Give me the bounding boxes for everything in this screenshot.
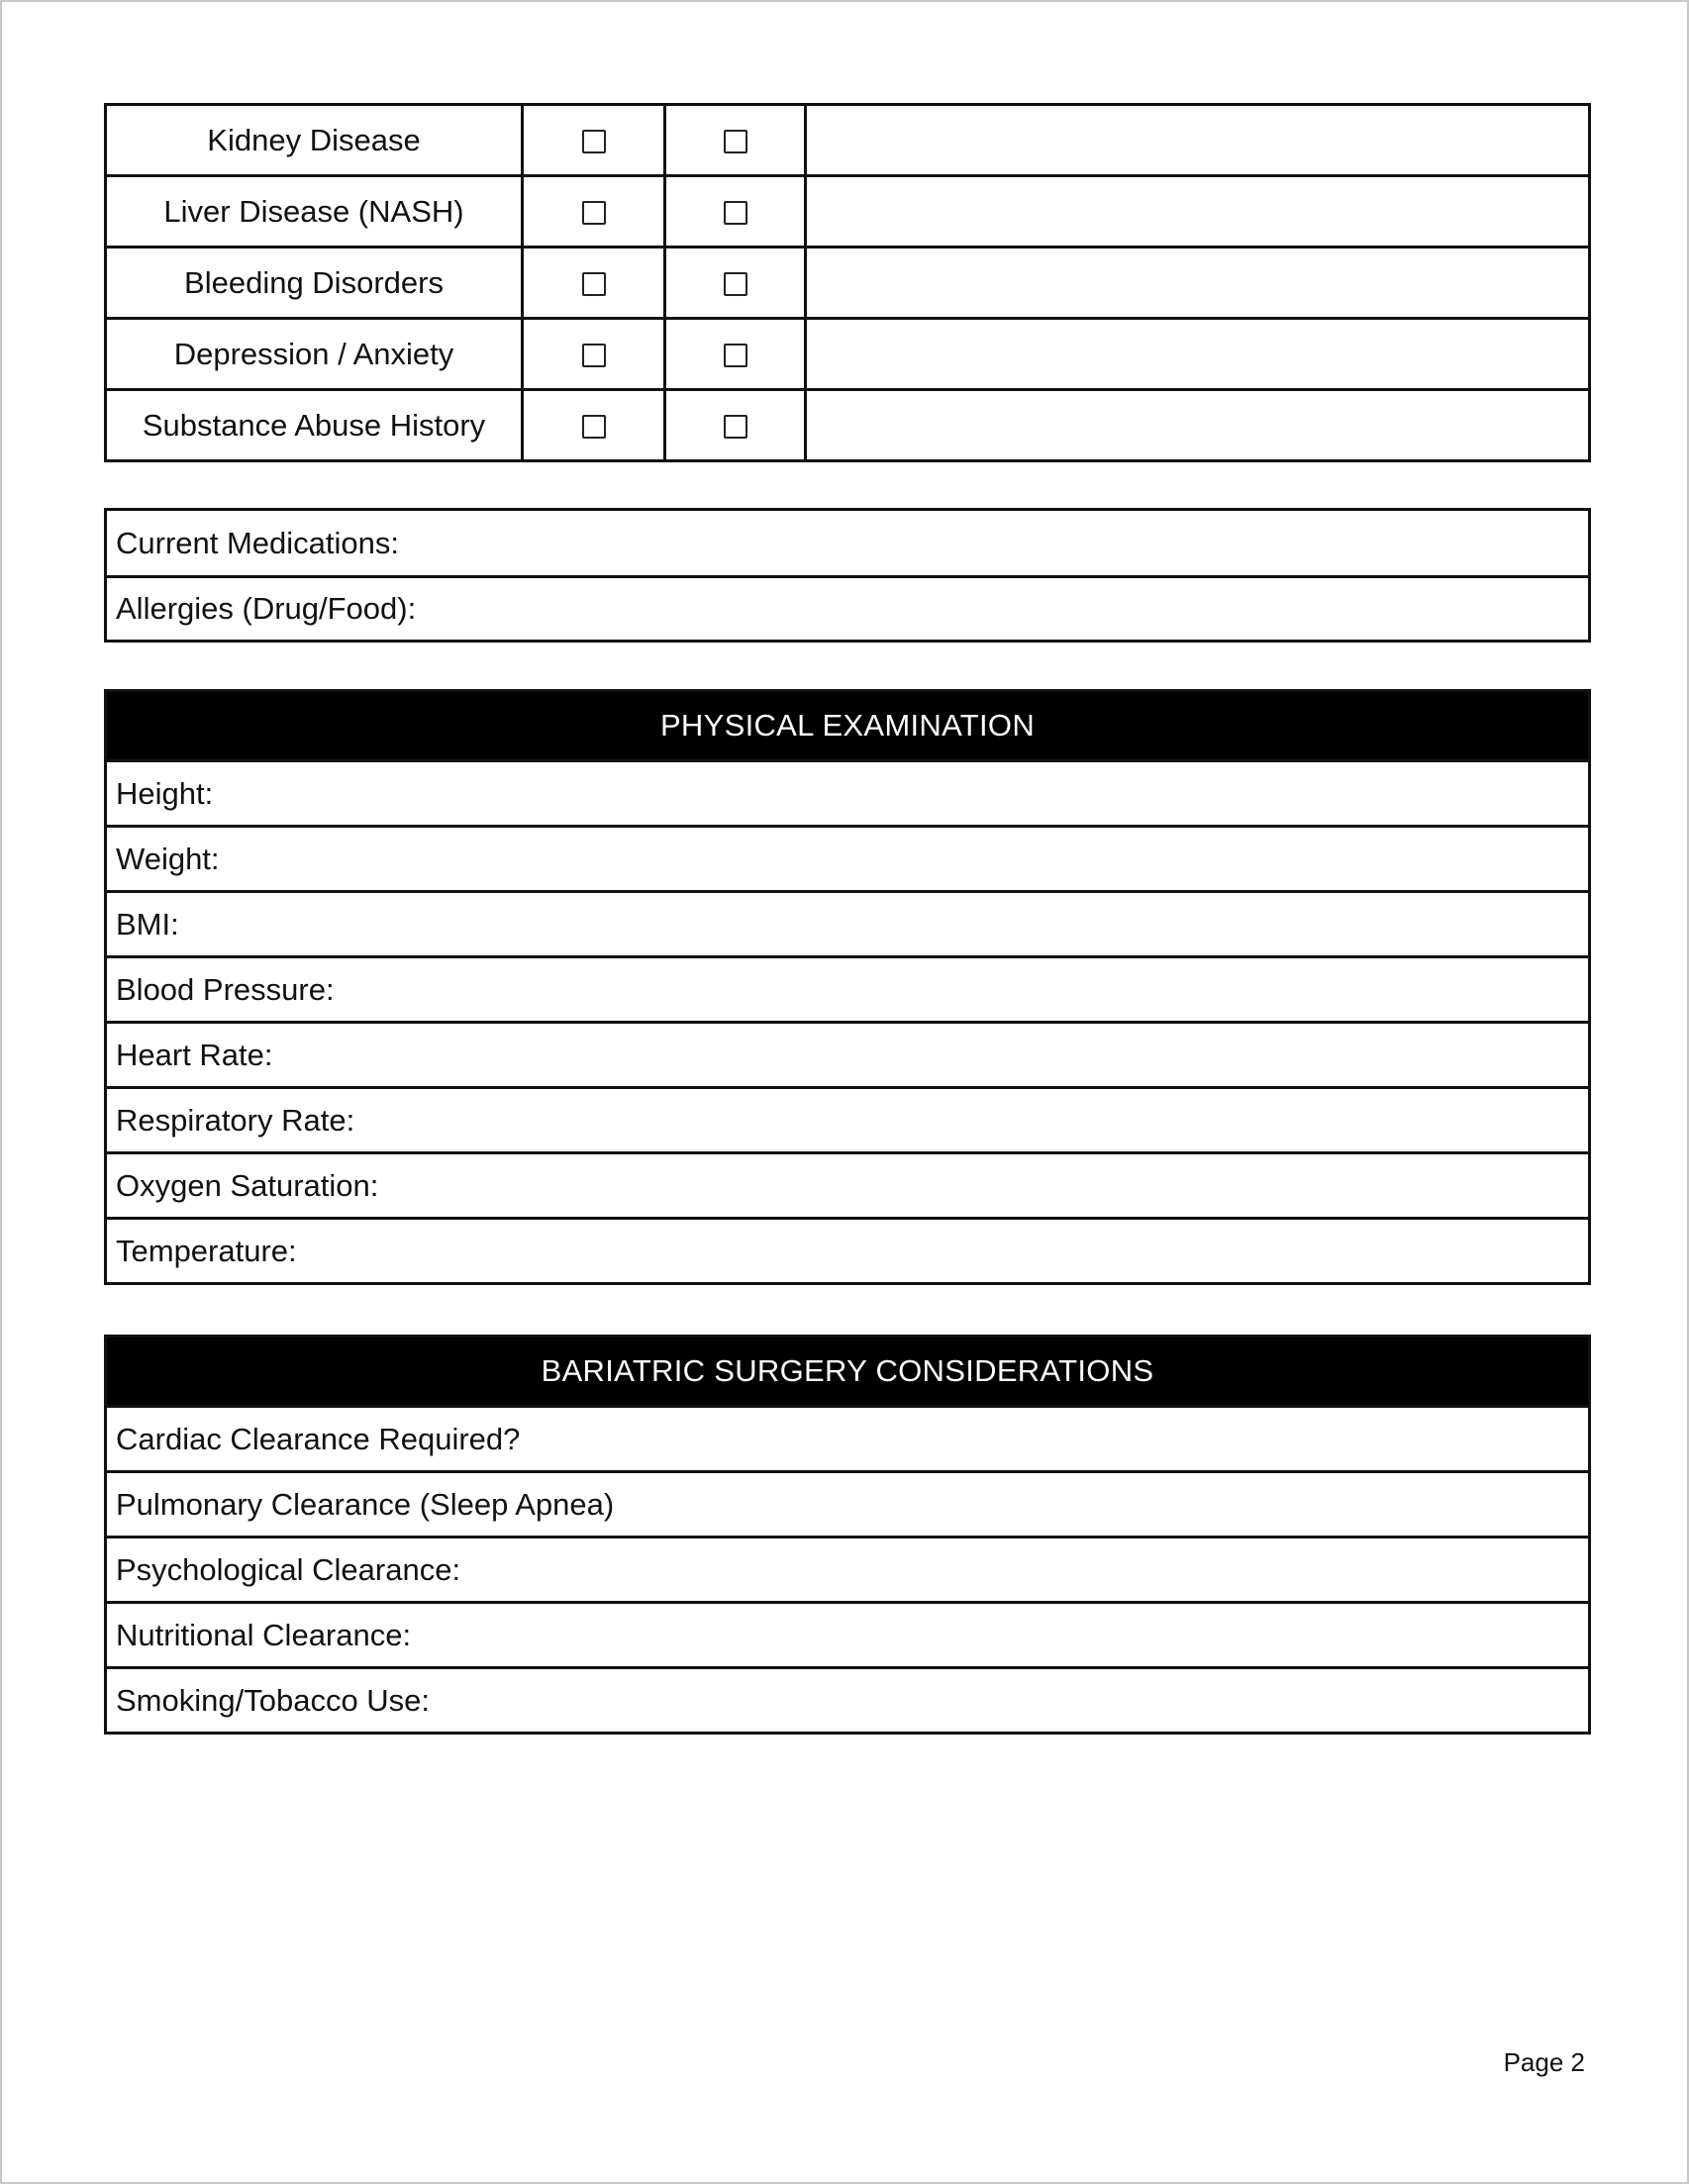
- yes-checkbox[interactable]: [582, 272, 606, 296]
- no-checkbox[interactable]: [724, 272, 747, 296]
- condition-label: Depression / Anxiety: [106, 319, 523, 390]
- temperature-input[interactable]: [297, 1220, 1588, 1282]
- nutritional-clearance-label: Nutritional Clearance:: [116, 1617, 412, 1652]
- bmi-row: [107, 890, 1588, 955]
- blood-pressure-input[interactable]: [335, 958, 1588, 1021]
- respiratory-rate-label: Respiratory Rate:: [116, 1102, 355, 1138]
- no-cell: [665, 248, 806, 319]
- oxygen-saturation-label: Oxygen Saturation:: [116, 1167, 379, 1203]
- bmi-label: BMI:: [116, 906, 179, 942]
- no-cell: [665, 105, 806, 176]
- yes-checkbox[interactable]: [582, 130, 606, 153]
- cardiac-clearance-row: [107, 1405, 1588, 1470]
- allergies-label: Allergies (Drug/Food):: [116, 591, 417, 626]
- bariatric-considerations-table: [104, 1335, 1591, 1735]
- no-checkbox[interactable]: [724, 415, 747, 439]
- table-row: [106, 105, 1590, 176]
- weight-row: [107, 825, 1588, 890]
- details-cell[interactable]: [806, 390, 1590, 461]
- weight-input[interactable]: [220, 828, 1588, 890]
- page-number: Page 2: [1503, 2047, 1585, 2077]
- physical-examination-table: [104, 689, 1591, 1285]
- temperature-row: [107, 1217, 1588, 1282]
- yes-cell: [523, 176, 665, 248]
- pulmonary-clearance-label: Pulmonary Clearance (Sleep Apnea): [116, 1486, 615, 1522]
- smoking-tobacco-input[interactable]: [430, 1669, 1588, 1732]
- condition-label: Kidney Disease: [106, 105, 523, 176]
- condition-label: Bleeding Disorders: [106, 248, 523, 319]
- no-checkbox[interactable]: [724, 130, 747, 153]
- details-cell[interactable]: [806, 319, 1590, 390]
- heart-rate-input[interactable]: [273, 1024, 1588, 1086]
- yes-cell: [523, 319, 665, 390]
- yes-cell: [523, 248, 665, 319]
- condition-label: Liver Disease (NASH): [106, 176, 523, 248]
- bariatric-considerations-header: BARIATRIC SURGERY CONSIDERATIONS: [107, 1338, 1588, 1405]
- medications-table: [104, 508, 1591, 643]
- details-cell[interactable]: [806, 248, 1590, 319]
- table-row: [106, 390, 1590, 461]
- no-checkbox[interactable]: [724, 201, 747, 225]
- psychological-clearance-input[interactable]: [460, 1539, 1588, 1601]
- temperature-label: Temperature:: [116, 1233, 297, 1268]
- no-cell: [665, 176, 806, 248]
- condition-label: Substance Abuse History: [106, 390, 523, 461]
- pulmonary-clearance-input[interactable]: [614, 1473, 1588, 1536]
- pulmonary-clearance-row: [107, 1470, 1588, 1536]
- psychological-clearance-row: [107, 1536, 1588, 1601]
- smoking-tobacco-label: Smoking/Tobacco Use:: [116, 1682, 431, 1718]
- details-cell[interactable]: [806, 176, 1590, 248]
- current-medications-label: Current Medications:: [116, 525, 400, 560]
- allergies-input[interactable]: [416, 578, 1588, 640]
- cardiac-clearance-label: Cardiac Clearance Required?: [116, 1421, 521, 1456]
- physical-examination-header: PHYSICAL EXAMINATION: [107, 692, 1588, 759]
- oxygen-saturation-row: [107, 1151, 1588, 1217]
- respiratory-rate-row: [107, 1086, 1588, 1151]
- blood-pressure-label: Blood Pressure:: [116, 971, 335, 1007]
- bmi-input[interactable]: [179, 893, 1588, 955]
- respiratory-rate-input[interactable]: [354, 1089, 1588, 1151]
- height-input[interactable]: [213, 762, 1588, 825]
- yes-checkbox[interactable]: [582, 344, 606, 367]
- weight-label: Weight:: [116, 841, 220, 876]
- cardiac-clearance-input[interactable]: [520, 1408, 1588, 1470]
- yes-checkbox[interactable]: [582, 415, 606, 439]
- table-row: [106, 248, 1590, 319]
- no-cell: [665, 319, 806, 390]
- yes-checkbox[interactable]: [582, 201, 606, 225]
- smoking-tobacco-row: [107, 1666, 1588, 1732]
- oxygen-saturation-input[interactable]: [378, 1154, 1588, 1217]
- table-row: [106, 319, 1590, 390]
- current-medications-row: [107, 511, 1588, 575]
- allergies-row: [107, 575, 1588, 640]
- height-label: Height:: [116, 775, 214, 811]
- yes-cell: [523, 390, 665, 461]
- heart-rate-row: [107, 1021, 1588, 1086]
- height-row: [107, 759, 1588, 825]
- nutritional-clearance-row: [107, 1601, 1588, 1666]
- psychological-clearance-label: Psychological Clearance:: [116, 1551, 461, 1587]
- no-cell: [665, 390, 806, 461]
- heart-rate-label: Heart Rate:: [116, 1037, 273, 1072]
- no-checkbox[interactable]: [724, 344, 747, 367]
- current-medications-input[interactable]: [399, 511, 1588, 575]
- yes-cell: [523, 105, 665, 176]
- blood-pressure-row: [107, 955, 1588, 1021]
- details-cell[interactable]: [806, 105, 1590, 176]
- medical-history-table: [104, 103, 1591, 462]
- table-row: [106, 176, 1590, 248]
- nutritional-clearance-input[interactable]: [411, 1604, 1588, 1666]
